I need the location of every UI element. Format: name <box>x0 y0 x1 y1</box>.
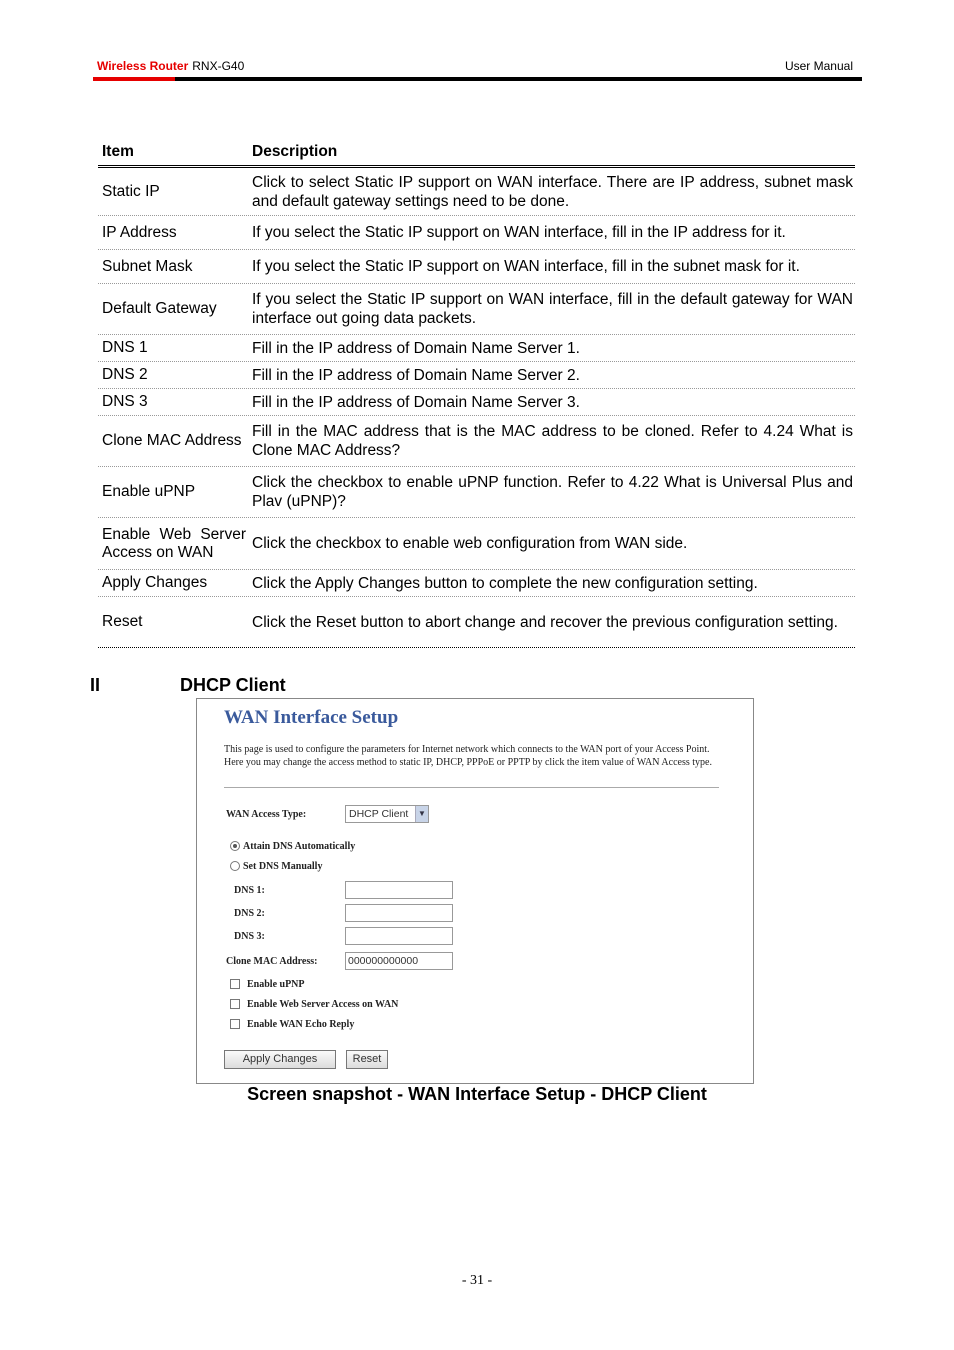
radio-set-dns-manual-label: Set DNS Manually <box>243 861 323 872</box>
description-table <box>98 138 855 648</box>
table-cell-description: If you select the Static IP support on WAN interface, fill in the IP address for it. <box>252 224 786 241</box>
header-model: RNX-G40 <box>192 59 245 73</box>
clone-mac-label: Clone MAC Address: <box>226 956 318 967</box>
table-header-description: Description <box>252 143 338 160</box>
radio-set-dns-manual[interactable] <box>230 861 240 871</box>
table-row <box>98 250 855 284</box>
table-cell-description: Click the Apply Changes button to complete the new configuration setting. <box>252 574 758 592</box>
table-cell-description: Fill in the MAC address that is the MAC address to be cloned. Refer to 4.24 What is Clone MAC Address? <box>252 423 853 459</box>
header-brand: Wireless Router <box>97 59 189 73</box>
section-title: DHCP Client <box>180 675 286 695</box>
section-number: II <box>90 675 101 695</box>
table-cell-description: Fill in the IP address of Domain Name Server 2. <box>252 366 580 384</box>
table-row <box>98 467 855 518</box>
header-right: User Manual <box>784 59 853 73</box>
wan-setup-description: This page is used to configure the parameters for Internet network which connects to the WAN port of your Access Point. Here you may change the access method to static IP, DHCP, PPPoE or PPTP by click the item value of WAN Access type. <box>224 744 712 768</box>
table-row <box>98 597 855 648</box>
dns2-label: DNS 2: <box>234 908 265 919</box>
table-row <box>98 518 855 570</box>
enable-upnp-label: Enable uPNP <box>247 979 305 990</box>
apply-changes-button[interactable]: Apply Changes <box>224 1050 336 1069</box>
figure-caption: Screen snapshot - WAN Interface Setup - DHCP Client <box>247 1084 707 1104</box>
table-cell-item: Subnet Mask <box>102 257 193 275</box>
dns2-input[interactable] <box>345 904 453 922</box>
chevron-down-icon: ▼ <box>415 806 428 822</box>
table-cell-item: DNS 1 <box>102 339 148 356</box>
header-rule <box>93 77 862 81</box>
table-cell-item: DNS 2 <box>102 366 148 383</box>
table-cell-description: Click the checkbox to enable uPNP function. Refer to 4.22 What is Universal Plus and Plav (uPNP)? <box>252 474 853 510</box>
table-cell-item: Reset <box>102 613 143 630</box>
table-cell-description: Click the Reset button to abort change and recover the previous configuration setting. <box>252 613 838 631</box>
radio-attain-dns-auto-label: Attain DNS Automatically <box>243 841 356 852</box>
table-row <box>98 570 855 597</box>
table-cell-description: Fill in the IP address of Domain Name Server 3. <box>252 393 580 411</box>
enable-upnp-checkbox[interactable] <box>230 979 240 989</box>
enable-web-server-wan-label: Enable Web Server Access on WAN <box>247 999 399 1010</box>
enable-web-server-wan-checkbox[interactable] <box>230 999 240 1009</box>
table-cell-item: Apply Changes <box>102 574 208 591</box>
table-row <box>98 362 855 389</box>
table-cell-item: Enable uPNP <box>102 483 196 500</box>
table-cell-item: IP Address <box>102 223 177 241</box>
header-left <box>97 59 244 73</box>
table-cell-item: Enable Web Server Access on WAN <box>102 525 246 561</box>
enable-wan-echo-checkbox[interactable] <box>230 1019 240 1029</box>
dns3-label: DNS 3: <box>234 931 265 942</box>
table-header <box>98 138 855 166</box>
header-rule-accent <box>93 77 175 81</box>
dns3-input[interactable] <box>345 927 453 945</box>
table-row <box>98 416 855 467</box>
table-row <box>98 389 855 416</box>
table-cell-description: If you select the Static IP support on WAN interface, fill in the default gateway for WAN interface out going data packets. <box>252 291 853 327</box>
wan-setup-title: WAN Interface Setup <box>224 707 399 728</box>
table-row <box>98 168 855 216</box>
table-cell-item: DNS 3 <box>102 393 148 410</box>
enable-wan-echo-label: Enable WAN Echo Reply <box>247 1019 355 1030</box>
clone-mac-input[interactable]: 000000000000 <box>345 952 453 970</box>
table-row <box>98 284 855 335</box>
dns1-input[interactable] <box>345 881 453 899</box>
reset-button[interactable]: Reset <box>346 1050 388 1069</box>
wan-setup-screenshot <box>196 698 754 1084</box>
table-cell-description: Click the checkbox to enable web configuration from WAN side. <box>252 535 688 552</box>
table-header-item: Item <box>102 142 134 160</box>
wan-access-type-select[interactable] <box>345 805 429 823</box>
table-cell-item: Default Gateway <box>102 300 217 317</box>
table-cell-item: Clone MAC Address <box>102 432 242 449</box>
wan-access-type-value: DHCP Client <box>349 808 409 820</box>
page-number: - 31 - <box>461 1273 493 1288</box>
table-cell-description: Fill in the IP address of Domain Name Server 1. <box>252 339 580 357</box>
table-cell-description: Click to select Static IP support on WAN interface. There are IP address, subnet mask and default gateway settings need to be done. <box>252 173 853 210</box>
wan-access-type-label: WAN Access Type: <box>226 809 307 820</box>
table-row <box>98 335 855 362</box>
radio-attain-dns-auto[interactable] <box>230 841 240 851</box>
table-row <box>98 216 855 250</box>
table-cell-item: Static IP <box>102 182 160 200</box>
wan-setup-divider <box>224 787 719 788</box>
table-cell-description: If you select the Static IP support on WAN interface, fill in the subnet mask for it. <box>252 258 800 275</box>
dns1-label: DNS 1: <box>234 885 265 896</box>
